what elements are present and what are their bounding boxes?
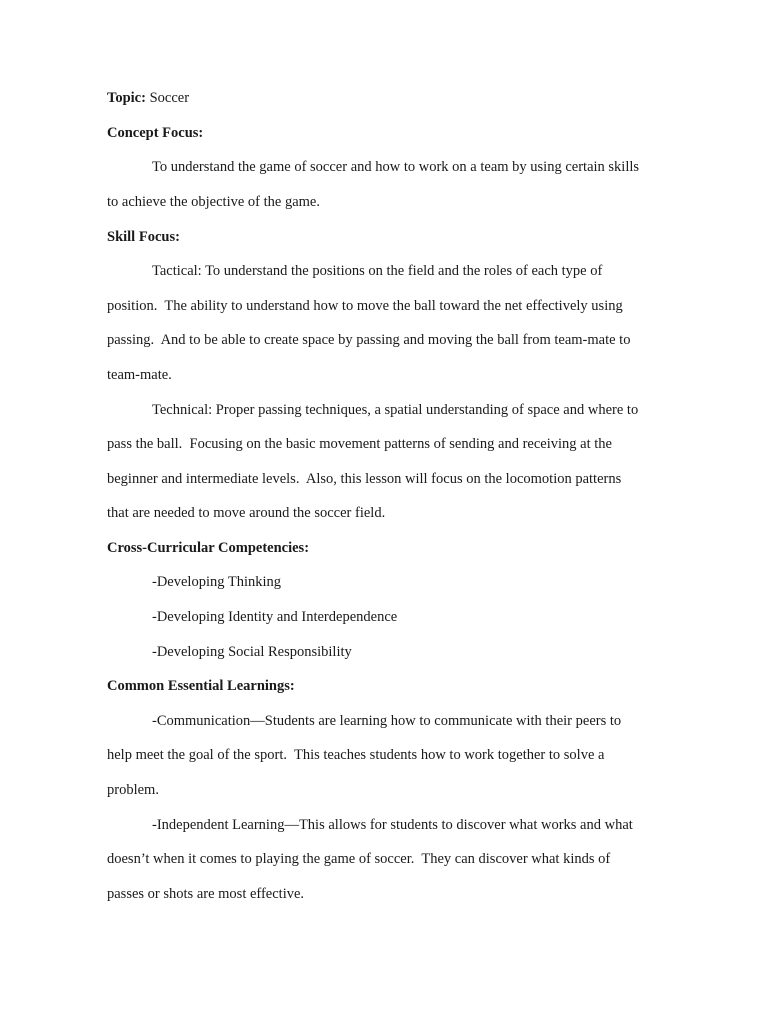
technical-line: pass the ball. Focusing on the basic movement patterns of sending and receiving at the [107,436,612,452]
skill-focus-heading: Skill Focus: [107,229,180,245]
independent-learning-line: -Independent Learning—This allows for students to discover what works and what [152,817,633,833]
competency-item: -Developing Identity and Interdependence [152,609,398,625]
tactical-line: passing. And to be able to create space by passing and moving the ball from team-mate to [107,332,631,348]
technical-line: beginner and intermediate levels. Also, this lesson will focus on the locomotion patterns [107,471,622,487]
common-essential-heading: Common Essential Learnings: [107,678,295,694]
concept-focus-line: To understand the game of soccer and how to work on a team by using certain skills [152,159,640,175]
topic-label: Topic: [107,90,146,106]
tactical-line: position. The ability to understand how to move the ball toward the net effectively using [107,298,623,314]
competency-item: -Developing Thinking [152,574,282,590]
independent-learning-line: doesn’t when it comes to playing the game of soccer. They can discover what kinds of [107,851,611,867]
cross-curricular-heading: Cross-Curricular Competencies: [107,540,310,556]
concept-focus-heading: Concept Focus: [107,125,204,141]
independent-learning-line: passes or shots are most effective. [107,886,305,902]
communication-line: -Communication—Students are learning how to communicate with their peers to [152,713,622,729]
topic-line [107,89,189,107]
technical-line: that are needed to move around the soccer field. [107,505,386,521]
competency-item: -Developing Social Responsibility [152,644,352,660]
tactical-line: Tactical: To understand the positions on the field and the roles of each type of [152,263,603,279]
concept-focus-line: to achieve the objective of the game. [107,194,320,210]
tactical-line: team-mate. [107,367,172,383]
topic-value: Soccer [149,90,190,106]
communication-line: help meet the goal of the sport. This teaches students how to work together to solve a [107,747,605,763]
technical-line: Technical: Proper passing techniques, a spatial understanding of space and where to [152,402,639,418]
communication-line: problem. [107,782,159,798]
